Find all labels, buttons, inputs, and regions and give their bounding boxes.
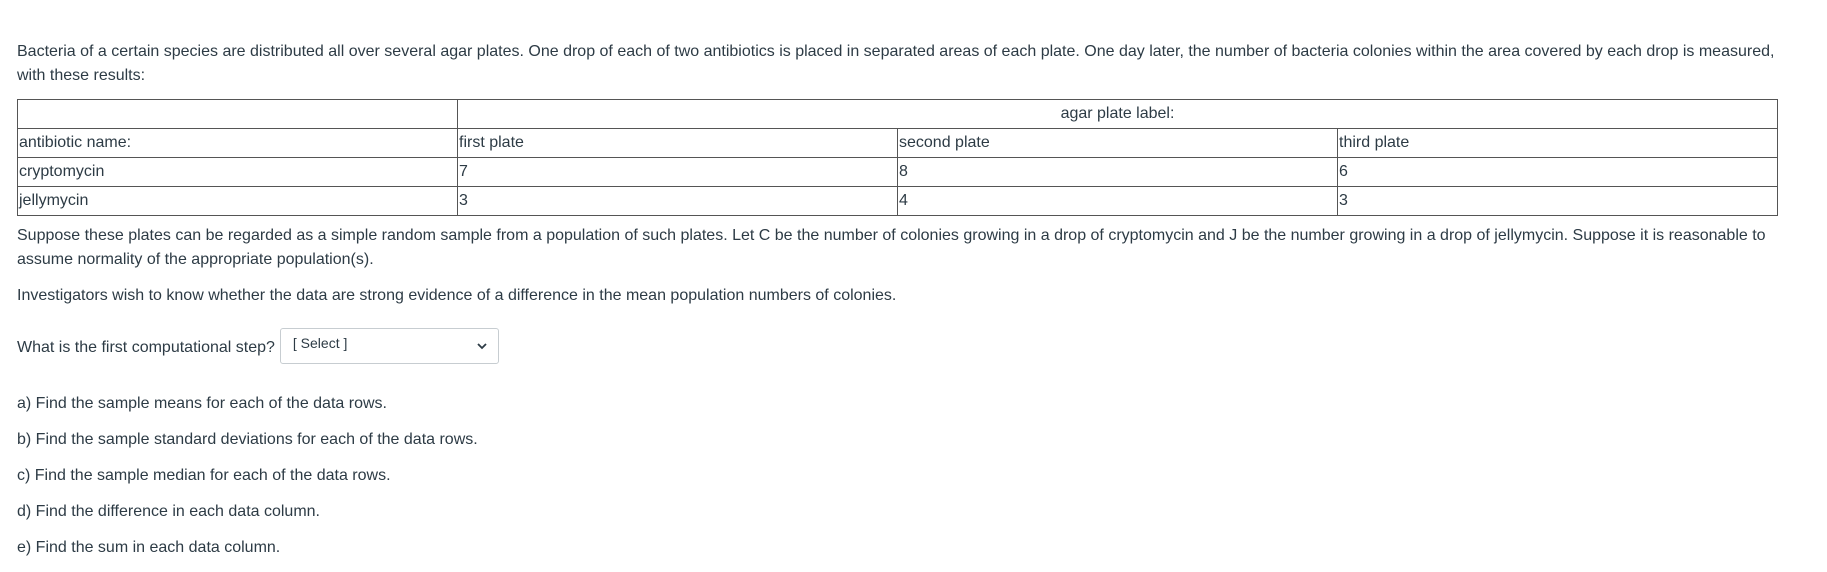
table-row bbox=[18, 158, 1778, 187]
list-item: a) Find the sample means for each of the data rows. bbox=[17, 395, 387, 412]
answer-options bbox=[17, 392, 1807, 560]
table-cell: jellymycin bbox=[18, 187, 458, 216]
table-row bbox=[18, 187, 1778, 216]
assumption-text: Suppose these plates can be regarded as a simple random sample from a population of such plates. Let C be the number of colonies growing in a drop of cryptomycin and J be the number growing in a drop of jellymycin. Suppose it is reasonable to assume normality of the appropriate population(s). bbox=[17, 227, 1766, 268]
list-item: b) Find the sample standard deviations for each of the data rows. bbox=[17, 431, 478, 448]
table-cell: 3 bbox=[1338, 187, 1778, 216]
table-cell-empty bbox=[18, 100, 458, 129]
table-cell: 4 bbox=[898, 187, 1338, 216]
question-content bbox=[17, 40, 1807, 572]
question-row bbox=[17, 330, 1807, 366]
column-header: third plate bbox=[1338, 129, 1778, 158]
answer-select[interactable] bbox=[280, 328, 499, 364]
goal-text: Investigators wish to know whether the data are strong evidence of a difference in the mean population numbers of colonies. bbox=[17, 287, 897, 304]
list-item: e) Find the sum in each data column. bbox=[17, 539, 281, 556]
table-cell: 3 bbox=[458, 187, 898, 216]
table-cell: cryptomycin bbox=[18, 158, 458, 187]
intro-text: Bacteria of a certain species are distributed all over several agar plates. One drop of each of two antibiotics is placed in separated areas of each plate. One day later, the number of bacteria colonies within the area covered by each drop is measured, with these results: bbox=[17, 43, 1775, 84]
table-cell: 8 bbox=[898, 158, 1338, 187]
table-header-row bbox=[18, 100, 1778, 129]
data-table bbox=[17, 99, 1778, 216]
list-item: c) Find the sample median for each of the data rows. bbox=[17, 467, 391, 484]
column-header: second plate bbox=[898, 129, 1338, 158]
list-item: d) Find the difference in each data column. bbox=[17, 503, 320, 520]
column-header: first plate bbox=[458, 129, 898, 158]
table-cell: 7 bbox=[458, 158, 898, 187]
table-cell: 6 bbox=[1338, 158, 1778, 187]
table-column-row bbox=[18, 129, 1778, 158]
table-top-header: agar plate label: bbox=[458, 100, 1778, 129]
column-header: antibiotic name: bbox=[18, 129, 458, 158]
select-value: [ Select ] bbox=[292, 335, 348, 351]
chevron-down-icon bbox=[476, 340, 488, 352]
question-label: What is the first computational step? bbox=[17, 339, 275, 356]
